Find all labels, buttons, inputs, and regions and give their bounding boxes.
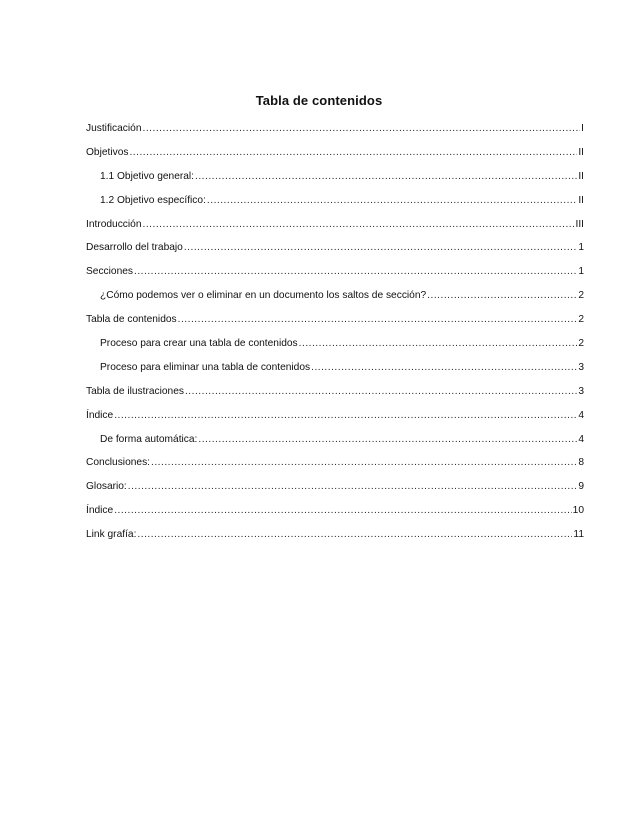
toc-page-number: 3: [578, 361, 584, 373]
toc-dot-leader: [195, 170, 577, 184]
toc-entry-text: Tabla de ilustraciones: [86, 385, 184, 397]
toc-dot-leader: [207, 194, 577, 208]
toc-page-number: 4: [578, 433, 584, 445]
toc-page-number: 3: [578, 385, 584, 397]
toc-page-number: 1: [578, 242, 584, 254]
toc-entry-text: Proceso para eliminar una tabla de contenidos: [100, 361, 311, 373]
toc-entry-text: Introducción: [86, 218, 142, 230]
toc-page-number: 2: [578, 338, 584, 350]
toc-page-number: 2: [578, 314, 584, 326]
toc-dot-leader: [128, 480, 578, 494]
toc-entry-text: De forma automática:: [100, 433, 198, 445]
toc-entry-text: Índice: [86, 505, 114, 517]
toc-page-number: 2: [578, 290, 584, 302]
toc-entry-text: Desarrollo del trabajo: [86, 242, 183, 254]
toc-entry-text: Justificación: [86, 123, 142, 134]
toc-entry[interactable]: [86, 218, 584, 242]
toc-entry-text: Glosario:: [86, 481, 127, 493]
toc-entry-text: Proceso para crear una tabla de contenidos: [100, 338, 298, 350]
toc-entry[interactable]: [86, 456, 584, 480]
toc-entry[interactable]: [86, 361, 584, 385]
toc-dot-leader: [184, 241, 577, 255]
toc-dot-leader: [114, 409, 577, 423]
toc-title: Tabla de contenidos: [255, 93, 383, 108]
toc-entry-text: Link grafía:: [86, 529, 137, 541]
toc-entry-text: ¿Cómo podemos ver o eliminar en un documento los saltos de sección?: [100, 290, 427, 302]
toc-dot-leader: [427, 289, 577, 303]
toc-entry[interactable]: [86, 480, 584, 504]
toc-entry[interactable]: [86, 504, 584, 528]
toc-dot-leader: [311, 361, 577, 375]
toc-entry[interactable]: [86, 409, 584, 433]
toc-page-number: III: [575, 218, 584, 230]
toc-dot-leader: [134, 265, 577, 279]
toc-entry-text: 1.1 Objetivo general:: [100, 170, 195, 182]
toc-entry[interactable]: [86, 122, 584, 146]
toc-dot-leader: [137, 528, 572, 542]
toc-entry-text: Índice: [86, 409, 114, 421]
toc-list: [86, 122, 584, 552]
toc-page-number: 10: [572, 505, 584, 517]
toc-entry-text: Secciones: [86, 266, 134, 278]
toc-page-number: II: [578, 170, 584, 182]
toc-entry[interactable]: [86, 241, 584, 265]
toc-dot-leader: [143, 218, 575, 232]
toc-entry-text: Tabla de contenidos: [86, 314, 177, 326]
toc-entry[interactable]: [86, 289, 584, 313]
toc-page-number: II: [578, 194, 584, 206]
toc-page-number: 9: [578, 481, 584, 493]
toc-entry-text: 1.2 Objetivo específico:: [100, 194, 206, 206]
toc-dot-leader: [114, 504, 571, 518]
toc-dot-leader: [178, 313, 578, 327]
toc-entry-text: Conclusiones:: [86, 457, 150, 469]
toc-entry[interactable]: [86, 337, 584, 361]
toc-entry[interactable]: [86, 146, 584, 170]
toc-dot-leader: [198, 433, 577, 447]
toc-dot-leader: [143, 122, 581, 136]
toc-entry[interactable]: [86, 528, 584, 552]
toc-page-number: 11: [573, 529, 584, 541]
toc-page-number: 4: [578, 409, 584, 421]
toc-entry[interactable]: [86, 170, 584, 194]
toc-dot-leader: [151, 456, 577, 470]
toc-dot-leader: [185, 385, 577, 399]
toc-entry-text: Objetivos: [86, 146, 129, 158]
toc-dot-leader: [129, 146, 577, 160]
toc-page-number: II: [578, 146, 584, 158]
toc-entry[interactable]: [86, 433, 584, 457]
toc-entry[interactable]: [86, 385, 584, 409]
toc-page-number: I: [581, 123, 584, 134]
toc-entry[interactable]: [86, 265, 584, 289]
toc-entry[interactable]: [86, 194, 584, 218]
toc-dot-leader: [299, 337, 578, 351]
toc-page-number: 1: [578, 266, 584, 278]
toc-page-number: 8: [578, 457, 584, 469]
toc-entry[interactable]: [86, 313, 584, 337]
